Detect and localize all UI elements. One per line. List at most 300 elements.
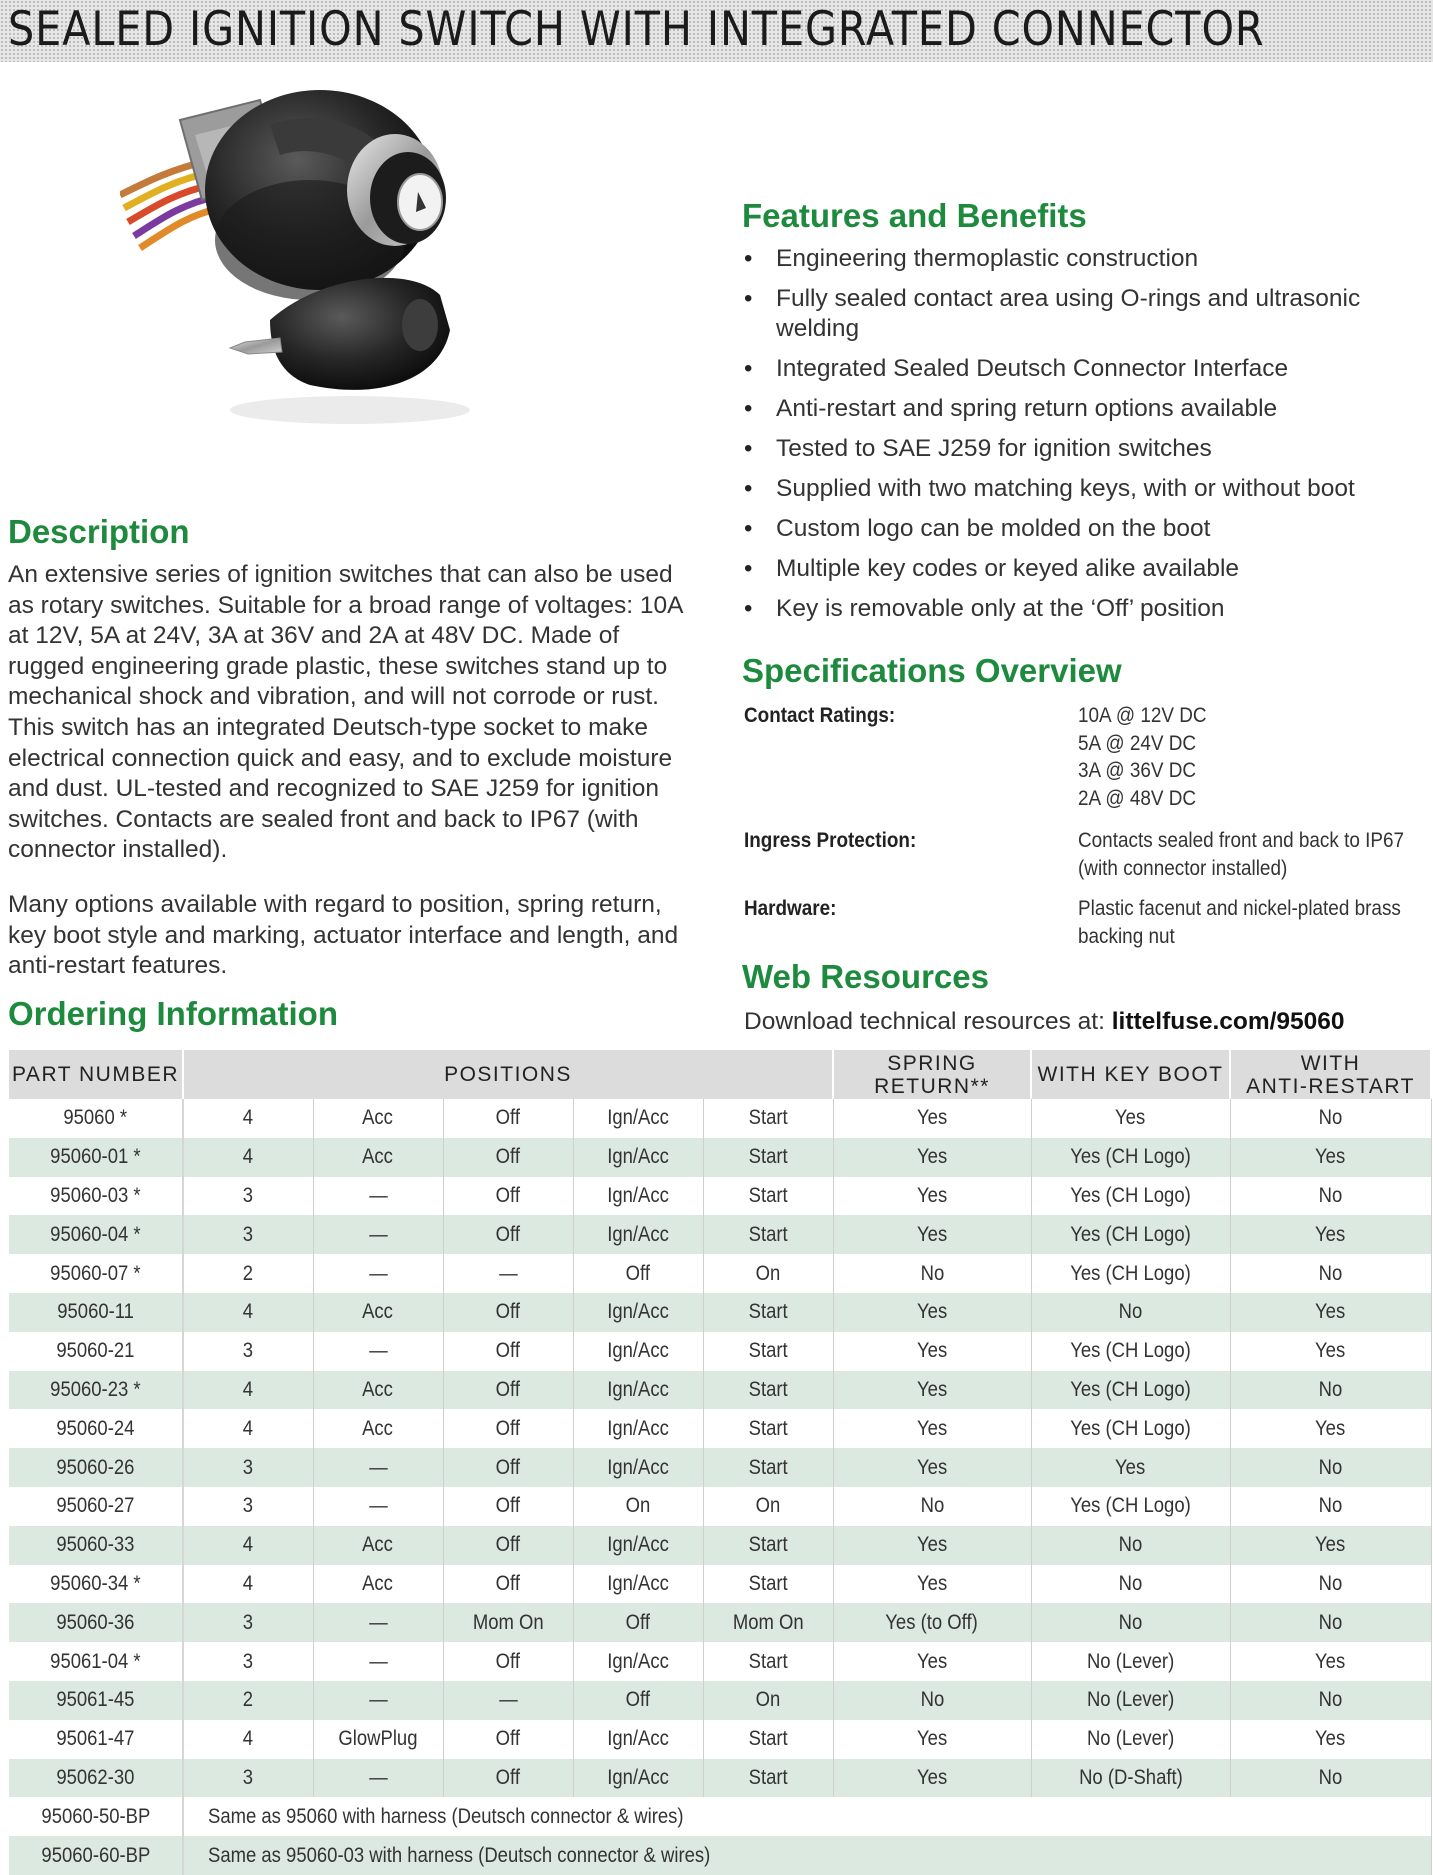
header-anti-restart-line-1: WITH (1300, 1051, 1361, 1075)
cell-text: Yes (CH Logo) (1070, 1377, 1191, 1401)
cell-text: Off (495, 1571, 521, 1595)
cell-text: Ign/Acc (607, 1571, 669, 1595)
cell-spring-return (833, 1215, 1031, 1254)
cell-text: — (368, 1455, 388, 1479)
cell-text: Yes (1115, 1106, 1146, 1130)
table-row (9, 1642, 1431, 1681)
cell-text: Yes (CH Logo) (1070, 1222, 1191, 1246)
cell-text: Ign/Acc (607, 1183, 669, 1207)
cell-key-boot (1031, 1526, 1230, 1565)
cell-text: Yes (916, 1455, 948, 1479)
description-text (8, 560, 698, 1006)
cell-position-2 (443, 1642, 573, 1681)
table-row (9, 1448, 1431, 1487)
cell-position-3 (573, 1603, 703, 1642)
cell-position-1 (313, 1681, 443, 1720)
spec-value-line: (with connector installed) (1078, 855, 1288, 880)
cell-text: 95060-26 (56, 1455, 135, 1479)
cell-text: Acc (362, 1571, 394, 1595)
cell-text: — (498, 1261, 518, 1285)
cell-text: Yes (CH Logo) (1070, 1145, 1191, 1169)
spec-label-contact: Contact Ratings: (744, 704, 896, 727)
header-positions: POSITIONS (183, 1050, 833, 1099)
cell-text: On (755, 1494, 781, 1518)
cell-text: 3 (243, 1765, 254, 1789)
cell-text: Ign/Acc (607, 1222, 669, 1246)
cell-text: Start (748, 1145, 788, 1169)
cell-text: Yes (916, 1649, 948, 1673)
cell-spring-return (833, 1526, 1031, 1565)
cell-harness-description (183, 1797, 1431, 1836)
cell-position-4 (703, 1099, 833, 1138)
cell-text: — (368, 1688, 388, 1712)
cell-text: Ign/Acc (607, 1106, 669, 1130)
cell-position-1 (313, 1487, 443, 1526)
cell-position-count (183, 1409, 313, 1448)
cell-position-2 (443, 1759, 573, 1798)
cell-position-4 (703, 1293, 833, 1332)
cell-text: Start (748, 1649, 788, 1673)
cell-text: On (755, 1688, 781, 1712)
cell-text: Acc (362, 1300, 394, 1324)
cell-position-2 (443, 1603, 573, 1642)
table-row (9, 1138, 1431, 1177)
cell-text: On (625, 1494, 651, 1518)
cell-anti-restart (1230, 1448, 1431, 1487)
cell-text: Acc (362, 1145, 394, 1169)
cell-text: 4 (243, 1727, 254, 1751)
cell-text: — (368, 1222, 388, 1246)
spec-label-hardware: Hardware: (744, 897, 837, 920)
cell-position-4 (703, 1409, 833, 1448)
cell-position-count (183, 1759, 313, 1798)
cell-anti-restart (1230, 1332, 1431, 1371)
cell-text: Off (495, 1222, 521, 1246)
cell-part-number (9, 1487, 183, 1526)
cell-text: Start (748, 1455, 788, 1479)
cell-text: No (1318, 1610, 1343, 1634)
cell-position-count (183, 1642, 313, 1681)
cell-text: Yes (916, 1765, 948, 1789)
cell-text: Off (495, 1377, 521, 1401)
cell-text: Yes (1315, 1649, 1346, 1673)
table-row-harness (9, 1836, 1431, 1875)
cell-position-4 (703, 1177, 833, 1216)
features-list (742, 244, 1422, 634)
cell-text: Start (748, 1183, 788, 1207)
table-row (9, 1099, 1431, 1138)
cell-text: 95061-47 (56, 1727, 135, 1751)
cell-spring-return (833, 1177, 1031, 1216)
features-heading: Features and Benefits (742, 197, 1087, 234)
cell-spring-return (833, 1254, 1031, 1293)
table-row (9, 1177, 1431, 1216)
cell-text: 95062-30 (56, 1765, 135, 1789)
spec-value-line: Contacts sealed front and back to IP67 (1078, 828, 1405, 852)
table-row (9, 1759, 1431, 1798)
cell-text: Yes (CH Logo) (1070, 1339, 1191, 1363)
cell-text: Yes (CH Logo) (1070, 1183, 1191, 1207)
cell-anti-restart (1230, 1371, 1431, 1410)
cell-text: Off (495, 1455, 521, 1479)
cell-text: 2 (243, 1261, 254, 1285)
cell-text: No (1118, 1300, 1143, 1324)
cell-text: Off (495, 1416, 521, 1440)
cell-text: — (368, 1339, 388, 1363)
cell-position-4 (703, 1487, 833, 1526)
cell-part-number (9, 1215, 183, 1254)
cell-position-count (183, 1526, 313, 1565)
cell-text: Yes (CH Logo) (1070, 1261, 1191, 1285)
cell-text: No (1318, 1455, 1343, 1479)
cell-text: No (1318, 1571, 1343, 1595)
cell-position-1 (313, 1254, 443, 1293)
cell-text: — (368, 1494, 388, 1518)
cell-text: 95060-21 (56, 1339, 135, 1363)
cell-part-number (9, 1797, 183, 1836)
cell-text: 95060-60-BP (41, 1843, 150, 1867)
cell-anti-restart (1230, 1099, 1431, 1138)
specs-heading: Specifications Overview (742, 652, 1122, 689)
cell-text: Ign/Acc (607, 1377, 669, 1401)
cell-position-3 (573, 1720, 703, 1759)
cell-text: 4 (243, 1377, 254, 1401)
cell-part-number (9, 1293, 183, 1332)
cell-position-3 (573, 1642, 703, 1681)
cell-text: 95061-45 (56, 1688, 135, 1712)
cell-text: Acc (362, 1377, 394, 1401)
cell-text: No (Lever) (1086, 1688, 1175, 1712)
cell-anti-restart (1230, 1759, 1431, 1798)
cell-key-boot (1031, 1681, 1230, 1720)
cell-position-2 (443, 1565, 573, 1604)
spec-value-line: 2A @ 48V DC (1078, 785, 1197, 810)
cell-text: Off (495, 1765, 521, 1789)
cell-position-3 (573, 1526, 703, 1565)
cell-text: Off (495, 1339, 521, 1363)
cell-position-3 (573, 1487, 703, 1526)
table-row (9, 1332, 1431, 1371)
cell-key-boot (1031, 1720, 1230, 1759)
cell-text: 95060-11 (57, 1300, 134, 1324)
cell-position-4 (703, 1759, 833, 1798)
cell-part-number (9, 1603, 183, 1642)
cell-key-boot (1031, 1332, 1230, 1371)
cell-position-count (183, 1138, 313, 1177)
cell-text: 95060-24 (56, 1416, 135, 1440)
table-row (9, 1409, 1431, 1448)
cell-position-count (183, 1099, 313, 1138)
ordering-heading: Ordering Information (8, 995, 338, 1032)
cell-text: Off (495, 1300, 521, 1324)
cell-text: Same as 95060-03 with harness (Deutsch connector & wires) (208, 1843, 711, 1867)
cell-spring-return (833, 1332, 1031, 1371)
cell-anti-restart (1230, 1177, 1431, 1216)
cell-text: Acc (362, 1416, 394, 1440)
cell-text: Yes (1315, 1222, 1346, 1246)
cell-text: Off (495, 1183, 521, 1207)
cell-text: No (920, 1261, 944, 1285)
cell-position-3 (573, 1293, 703, 1332)
cell-anti-restart (1230, 1409, 1431, 1448)
cell-text: 4 (243, 1145, 254, 1169)
cell-text: Off (495, 1106, 521, 1130)
description-paragraph-2: Many options available with regard to position, spring return, key boot style and marking, actuator interface and length, and anti-restart features. (8, 890, 679, 980)
cell-spring-return (833, 1642, 1031, 1681)
cell-text: Yes (916, 1222, 948, 1246)
cell-anti-restart (1230, 1487, 1431, 1526)
cell-position-3 (573, 1371, 703, 1410)
description-paragraph-1: An extensive series of ignition switches that can also be used as rotary switches. Suitable for a broad range of voltages: 10A at 12V, 5A at 24V, 3A at 36V and 2A at 48V DC. Made of rugged engineering grade plastic, these switches stand up to mechanical shock and vibration, and will not corrode or rust. This switch has an integrated Deutsch-type socket to make electrical connection quick and easy, and to exclude moisture and dust. UL-tested and recognized to SAE J259 for ignition switches. Contacts are sealed front and back to IP67 (with connector installed). (8, 561, 683, 864)
cell-position-1 (313, 1448, 443, 1487)
cell-text: Off (625, 1688, 651, 1712)
cell-text: 3 (243, 1455, 254, 1479)
cell-spring-return (833, 1681, 1031, 1720)
cell-position-count (183, 1293, 313, 1332)
cell-position-2 (443, 1099, 573, 1138)
spec-value-hardware (1078, 895, 1401, 950)
cell-position-2 (443, 1215, 573, 1254)
cell-position-4 (703, 1448, 833, 1487)
cell-text: No (1318, 1765, 1343, 1789)
cell-position-3 (573, 1177, 703, 1216)
cell-part-number (9, 1138, 183, 1177)
cell-position-count (183, 1603, 313, 1642)
cell-text: 95060-23 * (50, 1377, 141, 1401)
web-text: Download technical resources at: (744, 1008, 1112, 1035)
cell-text: 4 (243, 1533, 254, 1557)
cell-text: Off (625, 1610, 651, 1634)
spec-value-line: Plastic facenut and nickel-plated brass (1078, 896, 1401, 920)
cell-harness-description (183, 1836, 1431, 1875)
cell-part-number (9, 1681, 183, 1720)
cell-part-number (9, 1371, 183, 1410)
cell-text: No (1118, 1610, 1143, 1634)
cell-text: No (Lever) (1086, 1727, 1175, 1751)
spec-value-line: 10A @ 12V DC (1078, 703, 1207, 727)
cell-key-boot (1031, 1487, 1230, 1526)
cell-key-boot (1031, 1215, 1230, 1254)
cell-position-4 (703, 1138, 833, 1177)
cell-part-number (9, 1332, 183, 1371)
cell-text: Mom On (732, 1610, 804, 1634)
table-row (9, 1254, 1431, 1293)
cell-text: — (368, 1610, 388, 1634)
cell-part-number (9, 1177, 183, 1216)
cell-text: Acc (362, 1106, 394, 1130)
cell-text: Ign/Acc (607, 1300, 669, 1324)
cell-text: — (368, 1261, 388, 1285)
spec-value-ingress (1078, 827, 1404, 882)
cell-text: Yes (916, 1727, 948, 1751)
cell-key-boot (1031, 1138, 1230, 1177)
cell-anti-restart (1230, 1642, 1431, 1681)
cell-anti-restart (1230, 1215, 1431, 1254)
cell-position-1 (313, 1177, 443, 1216)
cell-part-number (9, 1836, 183, 1875)
cell-text: 3 (243, 1610, 254, 1634)
header-spring-return: SPRING RETURN** (833, 1050, 1031, 1099)
feature-item: • Anti-restart and spring return options available (742, 394, 1422, 424)
cell-position-count (183, 1215, 313, 1254)
ordering-table (9, 1050, 1432, 1875)
header-part-number: PART NUMBER (9, 1050, 183, 1099)
cell-text: Yes (1315, 1416, 1346, 1440)
cell-text: Ign/Acc (607, 1533, 669, 1557)
cell-position-count (183, 1448, 313, 1487)
cell-text: Start (748, 1765, 788, 1789)
cell-position-4 (703, 1720, 833, 1759)
web-heading: Web Resources (742, 958, 989, 995)
cell-position-4 (703, 1526, 833, 1565)
cell-position-1 (313, 1526, 443, 1565)
cell-position-1 (313, 1215, 443, 1254)
cell-position-count (183, 1371, 313, 1410)
table-header-row (9, 1050, 1431, 1099)
cell-text: 3 (243, 1339, 254, 1363)
cell-text: Off (495, 1533, 521, 1557)
cell-text: 3 (243, 1494, 254, 1518)
cell-text: Off (495, 1727, 521, 1751)
spec-label-ingress: Ingress Protection: (744, 829, 917, 852)
cell-text: Off (495, 1494, 521, 1518)
cell-text: Yes (to Off) (885, 1610, 979, 1634)
cell-position-2 (443, 1681, 573, 1720)
cell-spring-return (833, 1099, 1031, 1138)
cell-position-4 (703, 1681, 833, 1720)
cell-text: Start (748, 1416, 788, 1440)
cell-text: Same as 95060 with harness (Deutsch connector & wires) (208, 1804, 684, 1828)
cell-text: No (920, 1494, 944, 1518)
cell-text: Start (748, 1339, 788, 1363)
cell-text: Off (495, 1145, 521, 1169)
cell-anti-restart (1230, 1603, 1431, 1642)
cell-text: 4 (243, 1106, 254, 1130)
cell-text: Start (748, 1106, 788, 1130)
cell-part-number (9, 1720, 183, 1759)
cell-text: 4 (243, 1571, 254, 1595)
cell-part-number (9, 1642, 183, 1681)
ordering-table-body (9, 1099, 1431, 1875)
table-row (9, 1681, 1431, 1720)
table-row (9, 1603, 1431, 1642)
product-photo (120, 80, 580, 500)
cell-position-count (183, 1565, 313, 1604)
cell-text: Yes (916, 1106, 948, 1130)
cell-text: 95060-34 * (50, 1571, 141, 1595)
cell-position-2 (443, 1487, 573, 1526)
cell-text: 4 (243, 1300, 254, 1324)
cell-position-2 (443, 1177, 573, 1216)
feature-item: • Custom logo can be molded on the boot (742, 514, 1422, 544)
cell-position-2 (443, 1254, 573, 1293)
feature-item: • Tested to SAE J259 for ignition switches (742, 434, 1422, 464)
cell-text: Yes (916, 1377, 948, 1401)
cell-key-boot (1031, 1177, 1230, 1216)
feature-item: • Key is removable only at the ‘Off’ position (742, 594, 1422, 624)
web-link[interactable]: littelfuse.com/95060 (1111, 1008, 1345, 1035)
cell-text: Off (495, 1649, 521, 1673)
cell-text: — (368, 1649, 388, 1673)
cell-part-number (9, 1448, 183, 1487)
header-key-boot: WITH KEY BOOT (1031, 1050, 1230, 1099)
cell-text: Start (748, 1300, 788, 1324)
spec-value-line: 3A @ 36V DC (1078, 758, 1197, 782)
cell-position-1 (313, 1565, 443, 1604)
cell-position-1 (313, 1293, 443, 1332)
cell-part-number (9, 1099, 183, 1138)
cell-text: Acc (362, 1533, 394, 1557)
cell-key-boot (1031, 1565, 1230, 1604)
cell-position-1 (313, 1332, 443, 1371)
cell-text: Yes (1315, 1533, 1346, 1557)
cell-text: Mom On (472, 1610, 544, 1634)
cell-spring-return (833, 1720, 1031, 1759)
cell-text: 4 (243, 1416, 254, 1440)
cell-text: 95060 * (63, 1106, 128, 1130)
cell-text: No (1318, 1106, 1343, 1130)
header-anti-restart-line-2: ANTI-RESTART (1246, 1074, 1415, 1098)
cell-text: No (1318, 1494, 1343, 1518)
cell-text: No (Lever) (1086, 1649, 1175, 1673)
cell-position-2 (443, 1409, 573, 1448)
cell-anti-restart (1230, 1526, 1431, 1565)
cell-text: Yes (1315, 1339, 1346, 1363)
cell-part-number (9, 1759, 183, 1798)
cell-position-4 (703, 1371, 833, 1410)
cell-anti-restart (1230, 1138, 1431, 1177)
table-row-harness (9, 1797, 1431, 1836)
cell-spring-return (833, 1603, 1031, 1642)
cell-position-count (183, 1254, 313, 1293)
cell-text: Yes (916, 1416, 948, 1440)
cell-spring-return (833, 1138, 1031, 1177)
cell-text: Ign/Acc (607, 1649, 669, 1673)
cell-text: Start (748, 1571, 788, 1595)
cell-text: Yes (916, 1145, 948, 1169)
cell-position-count (183, 1487, 313, 1526)
table-row (9, 1526, 1431, 1565)
cell-text: 95060-50-BP (41, 1804, 150, 1828)
cell-position-4 (703, 1254, 833, 1293)
cell-text: No (1318, 1688, 1343, 1712)
cell-position-3 (573, 1759, 703, 1798)
cell-text: 95060-33 (56, 1533, 135, 1557)
cell-key-boot (1031, 1293, 1230, 1332)
cell-position-2 (443, 1332, 573, 1371)
cell-key-boot (1031, 1371, 1230, 1410)
cell-text: 95061-04 * (50, 1649, 141, 1673)
cell-text: Start (748, 1727, 788, 1751)
cell-text: Ign/Acc (607, 1145, 669, 1169)
cell-position-4 (703, 1642, 833, 1681)
cell-position-4 (703, 1565, 833, 1604)
cell-text: Start (748, 1533, 788, 1557)
cell-position-4 (703, 1603, 833, 1642)
cell-position-3 (573, 1448, 703, 1487)
cell-anti-restart (1230, 1254, 1431, 1293)
cell-spring-return (833, 1293, 1031, 1332)
cell-position-count (183, 1177, 313, 1216)
cell-part-number (9, 1254, 183, 1293)
cell-position-count (183, 1720, 313, 1759)
cell-text: Yes (916, 1300, 948, 1324)
cell-text: — (498, 1688, 518, 1712)
cell-text: No (1318, 1377, 1343, 1401)
cell-anti-restart (1230, 1565, 1431, 1604)
cell-text: 3 (243, 1222, 254, 1246)
cell-text: Yes (1315, 1145, 1346, 1169)
